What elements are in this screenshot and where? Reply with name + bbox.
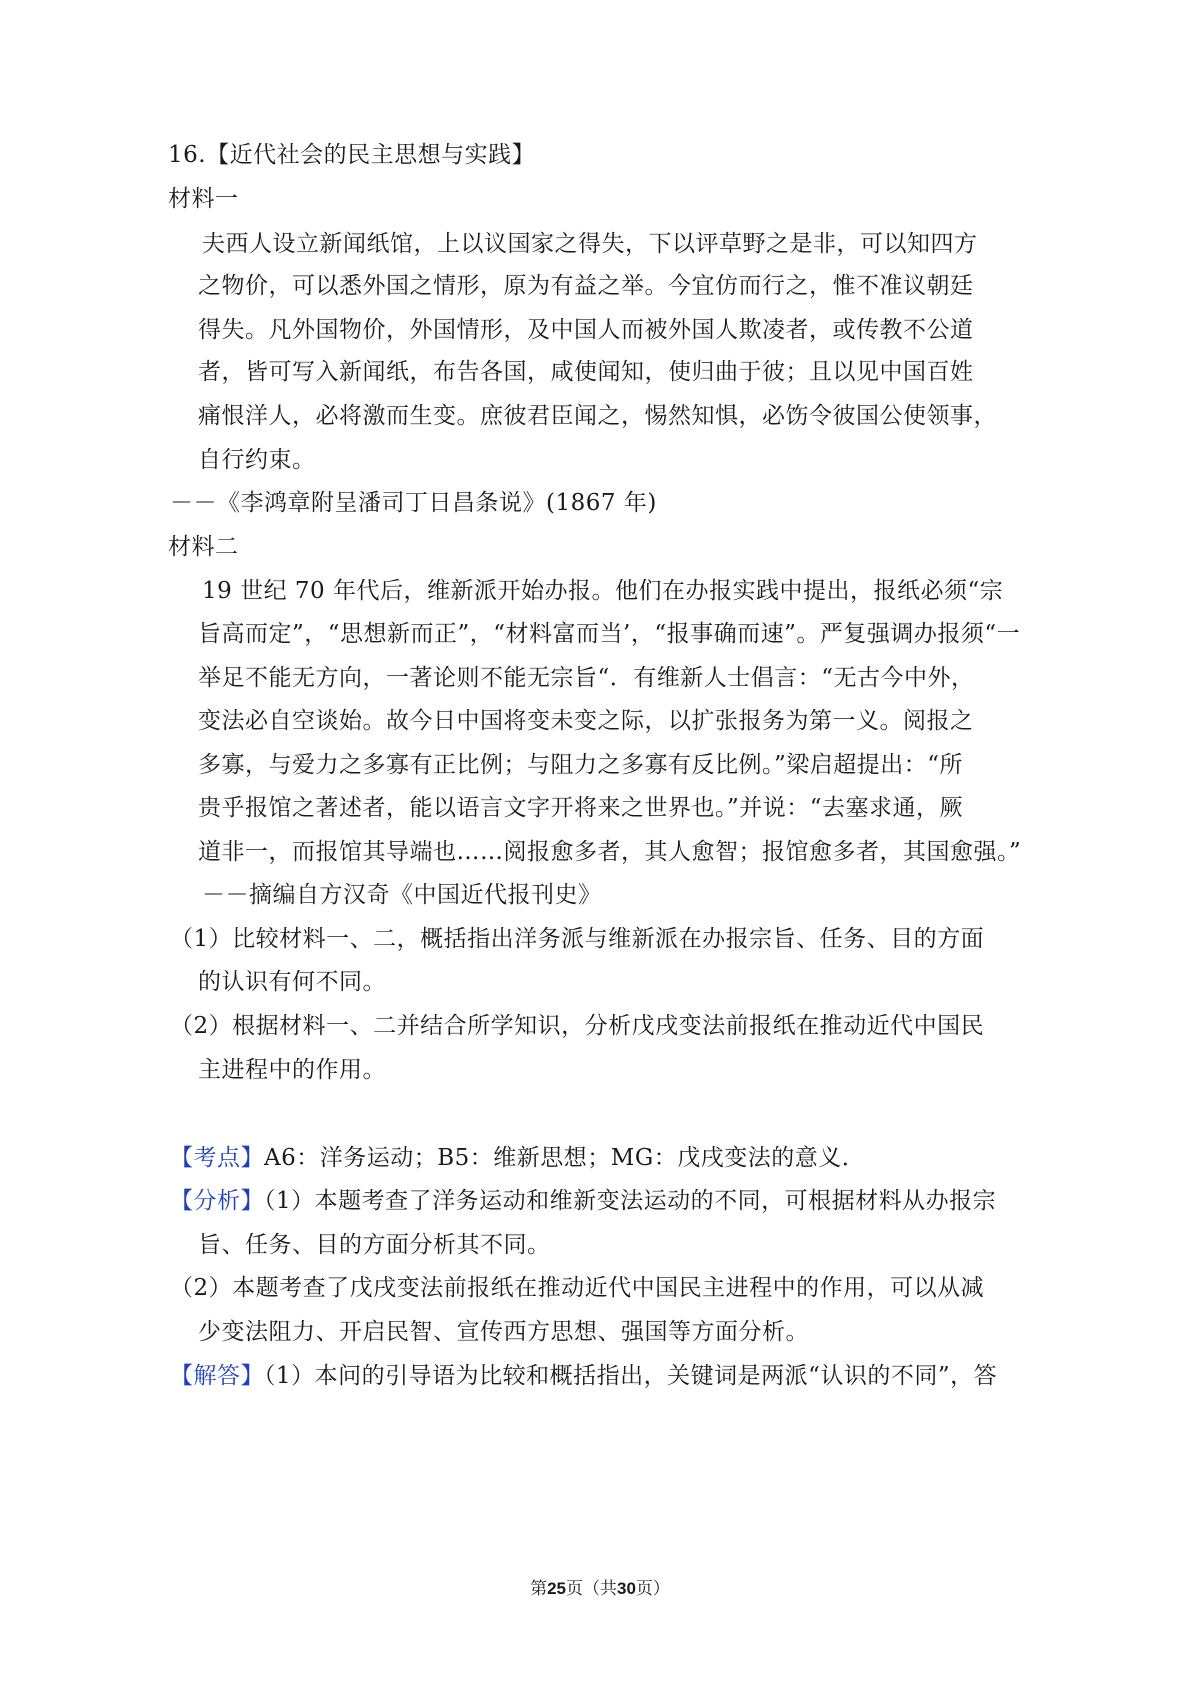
sub-question-2-cont: 主进程中的作用。: [198, 1057, 386, 1083]
material1-line: 之物价，可以悉外国之情形，原为有益之举。今宜仿而行之，惟不准议朝廷: [198, 273, 974, 299]
footer-middle: 页（共: [566, 1579, 617, 1599]
fenxi-line: [170, 1185, 996, 1217]
fenxi-tag: 【分析】: [170, 1188, 264, 1214]
material1-label: 材料一: [168, 186, 239, 212]
material2-label: 材料二: [168, 534, 239, 560]
material1-line: 痛恨洋人，必将激而生变。庶彼君臣闻之，惕然知惧，必饬令彼国公使领事，: [198, 403, 997, 429]
footer-suffix: 页）: [635, 1579, 670, 1599]
kaodian-line: [170, 1142, 865, 1174]
jieda-tag: 【解答】: [170, 1363, 264, 1389]
material2-line: 旨高而定”，“思想新而正”，“材料富而当’，“报事确而速”。严复强调办报须“一: [198, 621, 1021, 647]
material1-source: －－《李鸿章附呈潘司丁日昌条说》(1867 年): [170, 490, 657, 516]
material2-line: 变法必自空谈始。故今日中国将变未变之际，以扩张报务为第一义。阅报之: [198, 708, 974, 734]
jieda-line: [170, 1360, 997, 1392]
material1-line: 者，皆可写入新闻纸，布告各国，咸使闻知，使归曲于彼；且以见中国百姓: [198, 359, 974, 385]
total-pages-number: 30: [617, 1579, 636, 1598]
kaodian-tag: 【考点】: [170, 1145, 264, 1171]
question-title: 16.【近代社会的民主思想与实践】: [168, 142, 536, 168]
material1-line: 得失。凡外国物价，外国情形，及中国人而被外国人欺凌者，或传教不公道: [198, 317, 974, 343]
fenxi2-line-cont: 少变法阻力、开启民智、宣传西方思想、强国等方面分析。: [198, 1319, 809, 1345]
current-page-number: 25: [547, 1579, 566, 1598]
material1-line: 自行约束。: [198, 447, 316, 473]
material2-line: 多寡，与爱力之多寡有正比例；与阻力之多寡有反比例。”梁启超提出：“所: [198, 752, 964, 778]
sub-question-1: （1）比较材料一、二，概括指出洋务派与维新派在办报宗旨、任务、目的方面: [170, 926, 985, 952]
material2-line: 贵乎报馆之著述者，能以语言文字开将来之世界也。”并说：“去塞求通，厥: [198, 795, 964, 821]
footer-prefix: 第: [530, 1579, 548, 1599]
material2-source: －－摘编自方汉奇《中国近代报刊史》: [202, 882, 602, 908]
kaodian-text: A6：洋务运动；B5：维新思想；MG：戊戌变法的意义．: [264, 1145, 866, 1171]
page-footer: [0, 1578, 1200, 1600]
sub-question-2: （2）根据材料一、二并结合所学知识，分析戊戌变法前报纸在推动近代中国民: [170, 1013, 985, 1039]
material2-line: 举足不能无方向，一著论则不能无宗旨“．有维新人士倡言：“无古今中外，: [198, 665, 975, 691]
sub-question-1-cont: 的认识有何不同。: [198, 969, 386, 995]
fenxi2-line: （2）本题考查了戊戌变法前报纸在推动近代中国民主进程中的作用，可以从减: [170, 1275, 985, 1301]
material2-line: 19 世纪 70 年代后，维新派开始办报。他们在办报实践中提出，报纸必须“宗: [202, 578, 1004, 604]
material2-line: 道非一，而报馆其导端也……阅报愈多者，其人愈智；报馆愈多者，其国愈强。”: [198, 839, 1022, 865]
jieda-text: （1）本问的引导语为比较和概括指出，关键词是两派“认识的不同”，答: [264, 1363, 998, 1389]
fenxi-line-cont: 旨、任务、目的方面分析其不同。: [198, 1232, 551, 1258]
material1-line: 夫西人设立新闻纸馆，上以议国家之得失，下以评草野之是非，可以知四方: [202, 231, 978, 257]
fenxi-text: （1）本题考查了洋务运动和维新变法运动的不同，可根据材料从办报宗: [264, 1188, 997, 1214]
